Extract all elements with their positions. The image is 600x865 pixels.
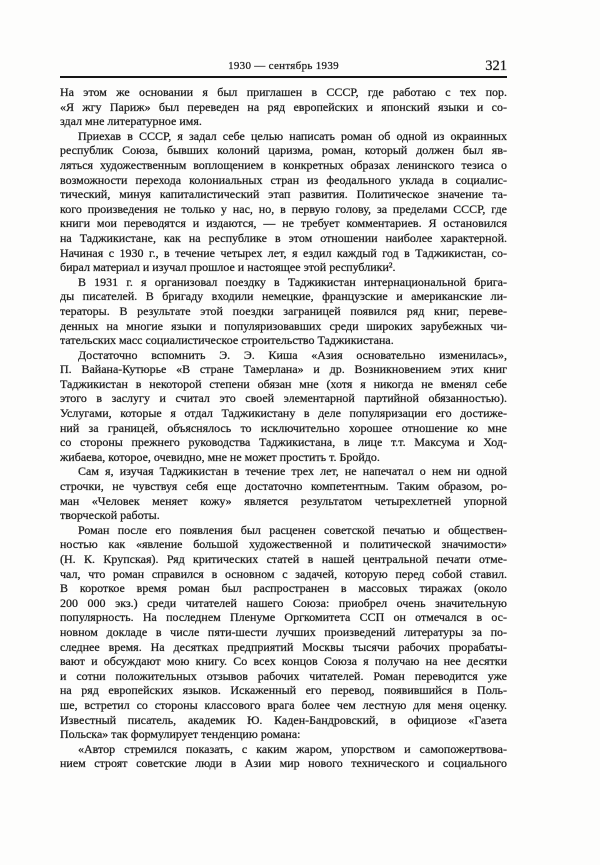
text-line: ман «Человек меняет кожу» является результатом четырехлетней упорной — [60, 493, 507, 508]
text-line: «Автор стремился показать, с каким жаром, упорством и самопожертвова- — [78, 741, 507, 756]
text-line: со стороны прежнего руководства Таджикистана, в лице т.т. Максума и Ход- — [60, 435, 507, 450]
text-line: ше, встретил со стороны классового врага более чем лестную для меня оценку. — [60, 697, 507, 712]
text-line: тательских масс социалистическое строительство Таджикистана. — [60, 333, 394, 348]
text-line: П. Вайана-Кутюрье «В стране Тамерлана» и др. Возникновением этих книг — [60, 362, 507, 377]
text-line: В короткое время роман был распространен в массовых тиражах (около — [60, 581, 507, 596]
text-line: Услугами, которые я отдал Таджикистану в деле популяризации его достиже- — [60, 406, 507, 421]
text-line: творческой работы. — [60, 508, 160, 523]
page-number: 321 — [485, 58, 507, 74]
text-line: чал, что роман справился в основном с задачей, которую перед собой ставил. — [60, 566, 507, 581]
text-line: Роман после его появления был расценен советской печатью и обществен- — [78, 522, 507, 537]
text-line: новном докладе в числе пяти-шести лучших произведений литературы за по- — [60, 624, 507, 639]
text-line: книги мои переводятся и издаются, — не требует комментариев. Я остановился — [60, 216, 507, 231]
text-body — [60, 85, 507, 771]
text-line: на ряд европейских языков. Искаженный его перевод, появившийся в Поль- — [60, 683, 507, 698]
text-line: популярность. На последнем Пленуме Оргкомитета ССП он отмечался в ос- — [60, 610, 507, 625]
text-line: жибаева, которое, очевидно, мне не может простить т. Бройдо. — [60, 449, 380, 464]
text-line: ний за границей, объяснялось то исключительно хорошее отношение ко мне — [60, 420, 507, 435]
text-line: бирал материал и изучал прошлое и настоящее этой республики². — [60, 260, 396, 275]
text-line: «Я жгу Париж» был переведен на ряд европейских и японский языки и со- — [60, 99, 507, 114]
text-line: возможности перехода колониальных стран из феодального уклада в социалис- — [60, 172, 507, 187]
text-line: Таджикистан в некоторой степени обязан мне (хотя я никогда не вменял себе — [60, 376, 507, 391]
text-line: (Н. К. Крупская). Ряд критических статей в нашей центральной печати отме- — [60, 552, 507, 566]
text-line: на Таджикистане, как на республике в этом отношении наиболее характерной. — [60, 230, 507, 245]
text-line: здал мне литературное имя. — [60, 114, 202, 129]
text-line: Начиная с 1930 г., в течение четырех лет, я ездил каждый год в Таджикистан, со- — [60, 245, 507, 260]
text-line: тераторы. В результате этой поездки заграницей появился ряд книг, переве- — [60, 303, 507, 318]
text-line: строчки, не чувствуя себя еще достаточно компетентным. Таким образом, ро- — [60, 479, 507, 494]
text-line: республик Союза, бывших колоний царизма, роман, который должен был яв- — [60, 143, 507, 158]
page-content — [60, 58, 507, 771]
text-line: ляться художественным воплощением в конкретных образах ленинского тезиса о — [60, 157, 507, 172]
text-line: Известный писатель, академик Ю. Каден-Бандровский, в официозе «Газета — [60, 712, 507, 727]
text-line: ды писателей. В бригаду входили немецкие, французские и американские ли- — [60, 289, 507, 304]
text-line: нием строят советские люди в Азии мир нового технического и социального — [60, 756, 507, 771]
running-title: 1930 — сентябрь 1939 — [228, 60, 339, 72]
text-line: вают и обсуждают мою книгу. Со всех концов Союза я получаю на нее десятки — [60, 654, 507, 669]
text-line: На этом же основании я был приглашен в СССР, где работаю с тех пор. — [60, 85, 507, 99]
text-line: Сам я, изучая Таджикистан в течение трех лет, не напечатал о нем ни одной — [78, 464, 507, 479]
text-line: В 1931 г. я организовал поездку в Таджикистан интернациональной брига- — [78, 274, 507, 289]
text-line: тический, минуя капиталистический этап развития. Политическое значение та- — [60, 187, 507, 202]
header-rule — [60, 76, 507, 78]
text-line: и сотни положительных отзывов рабочих читателей. Роман переводится уже — [60, 668, 507, 683]
text-line: 200 000 экз.) среди читателей нашего Союза: приобрел очень значительную — [60, 595, 507, 610]
text-line: Приехав в СССР, я задал себе целью написать роман об одной из окраинных — [78, 128, 507, 143]
text-line: Достаточно вспомнить Э. Э. Киша «Азия основательно изменилась», — [78, 347, 507, 362]
text-line: этого в заслугу и считал это своей элементарной партийной обязанностью). — [60, 391, 507, 406]
text-line: ностью как «явление большой художественной и политической значимости» — [60, 537, 507, 552]
text-line: денных на многие языки и популяризовавших среди широких зарубежных чи- — [60, 318, 507, 333]
text-line: Польска» так формулирует тенденцию романа: — [60, 727, 301, 742]
text-line: кого произведения не только у нас, но, в первую голову, за пределами СССР, где — [60, 201, 507, 216]
text-line: следнее время. На десятках предприятий Москвы тысячи рабочих прорабаты- — [60, 639, 507, 654]
running-header — [60, 58, 507, 75]
